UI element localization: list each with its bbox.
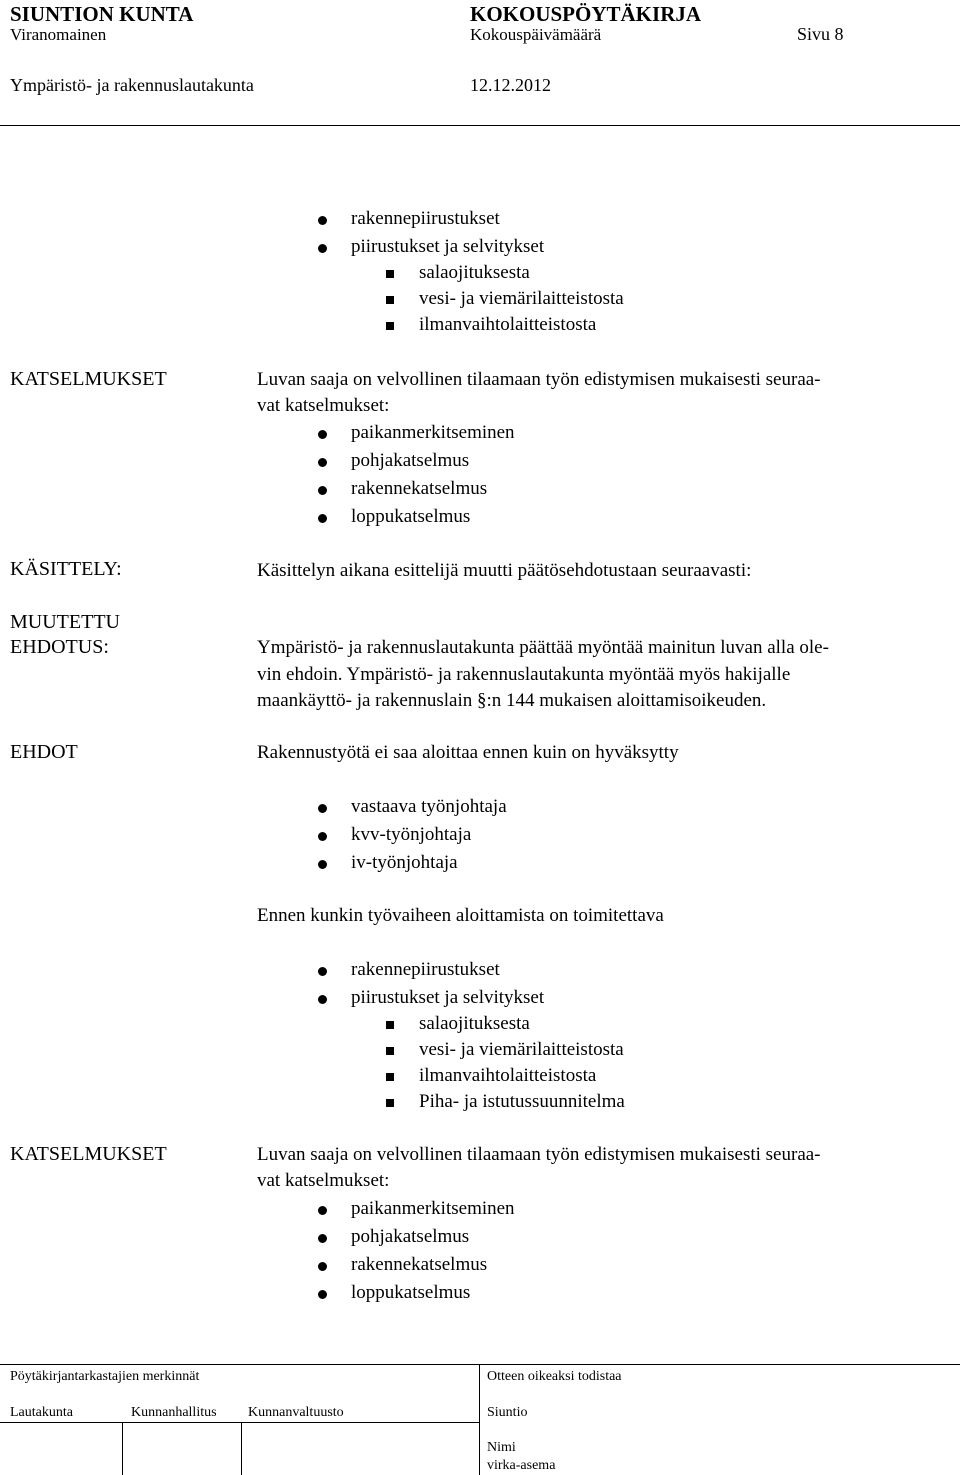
authority-name: Ympäristö- ja rakennuslautakunta bbox=[10, 75, 254, 95]
list-item: Piha- ja istutussuunnitelma bbox=[419, 1091, 625, 1112]
list-item: rakennekatselmus bbox=[351, 478, 488, 499]
list-item: rakennepiirustukset bbox=[351, 959, 500, 980]
list-item: paikanmerkitseminen bbox=[351, 422, 515, 443]
paragraph-line: vat katselmukset: bbox=[257, 395, 390, 416]
bullet-icon bbox=[318, 804, 327, 813]
footer-col-kunnanvaltuusto: Kunnanvaltuusto bbox=[248, 1405, 344, 1420]
list-item: salaojituksesta bbox=[419, 1013, 530, 1034]
bullet-icon bbox=[318, 458, 327, 467]
bullet-icon bbox=[318, 1206, 327, 1215]
square-bullet-icon bbox=[386, 1073, 394, 1081]
list-item: loppukatselmus bbox=[351, 1282, 471, 1303]
meeting-date: 12.12.2012 bbox=[470, 75, 551, 95]
list-item: ilmanvaihtolaitteistosta bbox=[419, 1065, 597, 1086]
page-number: Sivu 8 bbox=[797, 24, 844, 44]
meeting-date-label: Kokouspäivämäärä bbox=[470, 25, 602, 44]
list-item: vastaava työnjohtaja bbox=[351, 796, 507, 817]
footer-signers-row-divider bbox=[0, 1422, 480, 1423]
list-item: vesi- ja viemärilaitteistosta bbox=[419, 1039, 624, 1060]
square-bullet-icon bbox=[386, 1047, 394, 1055]
list-item: vesi- ja viemärilaitteistosta bbox=[419, 288, 624, 309]
list-item: rakennekatselmus bbox=[351, 1254, 488, 1275]
footer-cell-divider bbox=[241, 1422, 242, 1475]
section-label-katselmukset: KATSELMUKSET bbox=[10, 368, 167, 390]
section-label-kasittely: KÄSITTELY: bbox=[10, 558, 122, 580]
paragraph-line: maankäyttö- ja rakennuslain §:n 144 mukaisen aloittamisoikeuden. bbox=[257, 690, 767, 711]
paragraph-line: Luvan saaja on velvollinen tilaamaan työn edistymisen mukaisesti seuraa- bbox=[257, 1144, 821, 1165]
bullet-icon bbox=[318, 860, 327, 869]
square-bullet-icon bbox=[386, 1021, 394, 1029]
authority-label: Viranomainen bbox=[10, 25, 107, 44]
paragraph-line: Käsittelyn aikana esittelijä muutti päätösehdotustaan seuraavasti: bbox=[257, 560, 752, 581]
paragraph-line: Luvan saaja on velvollinen tilaamaan työn edistymisen mukaisesti seuraa- bbox=[257, 369, 821, 390]
section-label-muutettu: MUUTETTU bbox=[10, 611, 120, 633]
bullet-icon bbox=[318, 832, 327, 841]
list-item: pohjakatselmus bbox=[351, 450, 470, 471]
signers-label: Pöytäkirjantarkastajien merkinnät bbox=[10, 1369, 200, 1384]
list-item: pohjakatselmus bbox=[351, 1226, 470, 1247]
paragraph-line: Ennen kunkin työvaiheen aloittamista on toimitettava bbox=[257, 905, 664, 926]
bullet-icon bbox=[318, 514, 327, 523]
square-bullet-icon bbox=[386, 1099, 394, 1107]
bullet-icon bbox=[318, 1262, 327, 1271]
certified-label: Otteen oikeaksi todistaa bbox=[487, 1369, 622, 1384]
list-item: paikanmerkitseminen bbox=[351, 1198, 515, 1219]
footer-col-kunnanhallitus: Kunnanhallitus bbox=[131, 1405, 217, 1420]
footer-cell-divider bbox=[122, 1422, 123, 1475]
footer-col-lautakunta: Lautakunta bbox=[10, 1405, 73, 1420]
square-bullet-icon bbox=[386, 322, 394, 330]
list-item: piirustukset ja selvitykset bbox=[351, 236, 545, 257]
bullet-icon bbox=[318, 486, 327, 495]
footer-place: Siuntio bbox=[487, 1405, 528, 1420]
bullet-icon bbox=[318, 995, 327, 1004]
bullet-icon bbox=[318, 244, 327, 253]
bullet-icon bbox=[318, 216, 327, 225]
bullet-icon bbox=[318, 967, 327, 976]
list-item: rakennepiirustukset bbox=[351, 208, 500, 229]
paragraph-line: Ympäristö- ja rakennuslautakunta päättää myöntää mainitun luvan alla ole- bbox=[257, 637, 829, 658]
bullet-icon bbox=[318, 430, 327, 439]
section-label-ehdot: EHDOT bbox=[10, 741, 78, 763]
footer-title-label: virka-asema bbox=[487, 1458, 556, 1473]
section-label-katselmukset: KATSELMUKSET bbox=[10, 1143, 167, 1165]
doc-type: KOKOUSPÖYTÄKIRJA bbox=[470, 2, 702, 26]
paragraph-line: vin ehdoin. Ympäristö- ja rakennuslautakunta myöntää myös hakijalle bbox=[257, 664, 791, 685]
footer-divider bbox=[0, 1364, 960, 1365]
footer-column-divider bbox=[479, 1364, 480, 1475]
list-item: piirustukset ja selvitykset bbox=[351, 987, 545, 1008]
paragraph-line: vat katselmukset: bbox=[257, 1170, 390, 1191]
list-item: kvv-työnjohtaja bbox=[351, 824, 472, 845]
bullet-icon bbox=[318, 1234, 327, 1243]
list-item: salaojituksesta bbox=[419, 262, 530, 283]
header-divider bbox=[0, 125, 960, 126]
org-name: SIUNTION KUNTA bbox=[10, 2, 194, 26]
list-item: loppukatselmus bbox=[351, 506, 471, 527]
square-bullet-icon bbox=[386, 270, 394, 278]
list-item: iv-työnjohtaja bbox=[351, 852, 458, 873]
paragraph-line: Rakennustyötä ei saa aloittaa ennen kuin on hyväksytty bbox=[257, 742, 679, 763]
footer-name-label: Nimi bbox=[487, 1440, 516, 1455]
section-label-ehdotus: EHDOTUS: bbox=[10, 636, 109, 658]
square-bullet-icon bbox=[386, 296, 394, 304]
bullet-icon bbox=[318, 1290, 327, 1299]
list-item: ilmanvaihtolaitteistosta bbox=[419, 314, 597, 335]
